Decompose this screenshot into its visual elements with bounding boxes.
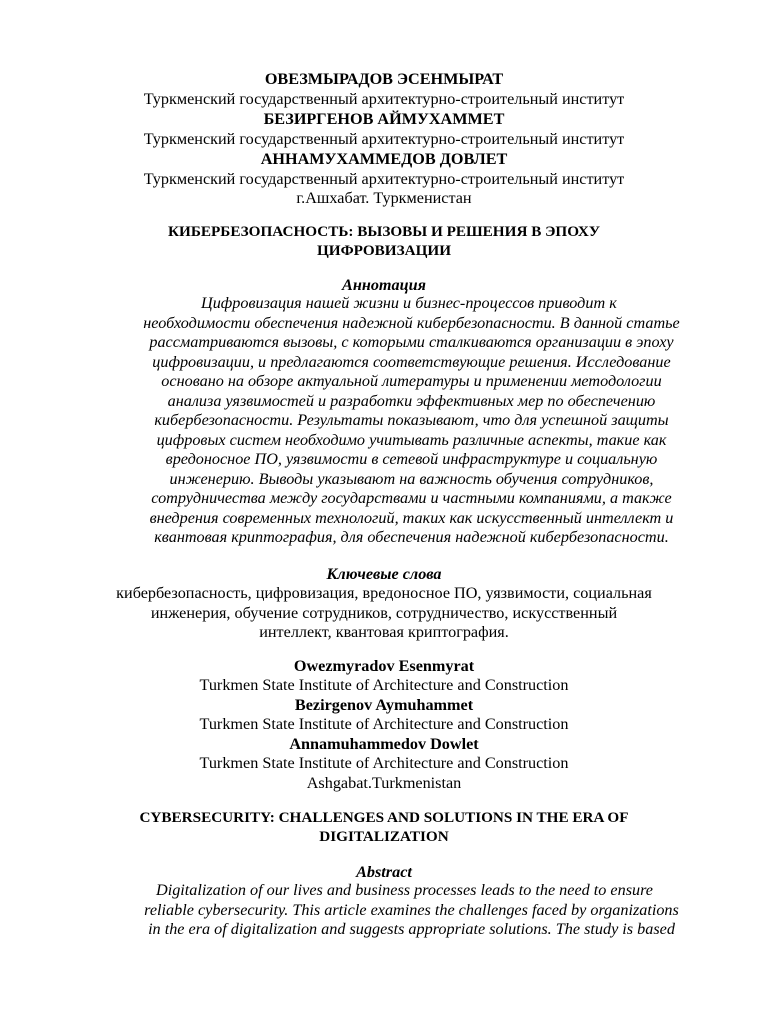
en-abstract-line: in the era of digitalization and suggests appropriate solutions. The study is based — [148, 920, 675, 938]
en-author-3: Annamuhammedov Dowlet — [289, 735, 479, 753]
ru-abstract-line: вредоносное ПО, уязвимости в сетевой инфраструктуре и социальную — [165, 450, 658, 468]
en-affiliation-2: Turkmen State Institute of Architecture and Construction — [199, 715, 569, 733]
en-abstract-line: Digitalization of our lives and business processes leads to the need to ensure — [156, 881, 653, 899]
ru-abstract-line: внедрения современных технологий, таких как искусственный интеллект и — [149, 509, 674, 527]
en-title-line-1: CYBERSECURITY: CHALLENGES AND SOLUTIONS IN THE ERA OF — [139, 809, 629, 826]
ru-abstract-line: квантовая криптография, для обеспечения надежной кибербезопасности. — [154, 528, 669, 546]
ru-abstract-line: инженерию. Выводы указывают на важность обучения сотрудников, — [169, 470, 654, 488]
ru-keywords-line: инженерия, обучение сотрудников, сотрудничество, искусственный — [150, 604, 618, 622]
ru-affiliation-2: Туркменский государственный архитектурно-строительный институт — [143, 130, 625, 148]
ru-abstract-line: необходимости обеспечения надежной кибербезопасности. В данной статье — [143, 314, 680, 332]
en-title-line-2: DIGITALIZATION — [319, 828, 449, 845]
en-author-1: Owezmyradov Esenmyrat — [293, 657, 475, 675]
en-author-2: Bezirgenov Aymuhammet — [294, 696, 474, 714]
ru-author-3: АННАМУХАММЕДОВ ДОВЛЕТ — [260, 150, 508, 168]
ru-abstract-line: цифровизации, и предлагаются соответствующие решения. Исследование — [152, 353, 671, 371]
en-abstract-line: reliable cybersecurity. This article examines the challenges faced by organizations — [144, 901, 679, 919]
ru-abstract-line: основано на обзоре актуальной литературы и применении методологии — [161, 372, 662, 390]
ru-affiliation-3: Туркменский государственный архитектурно-строительный институт — [143, 170, 625, 188]
ru-abstract-heading: Аннотация — [342, 276, 426, 294]
ru-keywords-heading: Ключевые слова — [326, 565, 442, 583]
ru-abstract-line: кибербезопасности. Результаты показывают, что для успешной защиты — [154, 411, 669, 429]
ru-keywords-line: кибербезопасность, цифровизация, вредоносное ПО, уязвимости, социальная — [116, 584, 652, 602]
ru-title-line-2: ЦИФРОВИЗАЦИИ — [316, 242, 452, 259]
ru-keywords-line: интеллект, квантовая криптография. — [259, 623, 509, 641]
ru-abstract-line: анализа уязвимостей и разработки эффективных мер по обеспечению — [167, 392, 656, 410]
ru-title-line-1: КИБЕРБЕЗОПАСНОСТЬ: ВЫЗОВЫ И РЕШЕНИЯ В ЭПОХУ — [168, 223, 600, 240]
en-affiliation-1: Turkmen State Institute of Architecture and Construction — [199, 676, 569, 694]
ru-abstract-line: цифровых систем необходимо учитывать различные аспекты, такие как — [156, 431, 667, 449]
ru-author-1: ОВЕЗМЫРАДОВ ЭСЕНМЫРАТ — [264, 70, 504, 88]
en-affiliation-3: Turkmen State Institute of Architecture and Construction — [199, 754, 569, 772]
ru-city: г.Ашхабат. Туркменистан — [296, 189, 472, 207]
ru-abstract-line: Цифровизация нашей жизни и бизнес-процессов приводит к — [201, 294, 617, 312]
ru-abstract-line: рассматриваются вызовы, с которыми сталкиваются организации в эпоху — [149, 333, 674, 351]
en-city: Ashgabat.Turkmenistan — [306, 774, 462, 792]
ru-affiliation-1: Туркменский государственный архитектурно-строительный институт — [143, 90, 625, 108]
en-abstract-heading: Abstract — [356, 863, 412, 881]
ru-abstract-line: сотрудничества между государствами и частными компаниями, а также — [151, 489, 672, 507]
ru-author-2: БЕЗИРГЕНОВ АЙМУХАММЕТ — [263, 110, 505, 128]
